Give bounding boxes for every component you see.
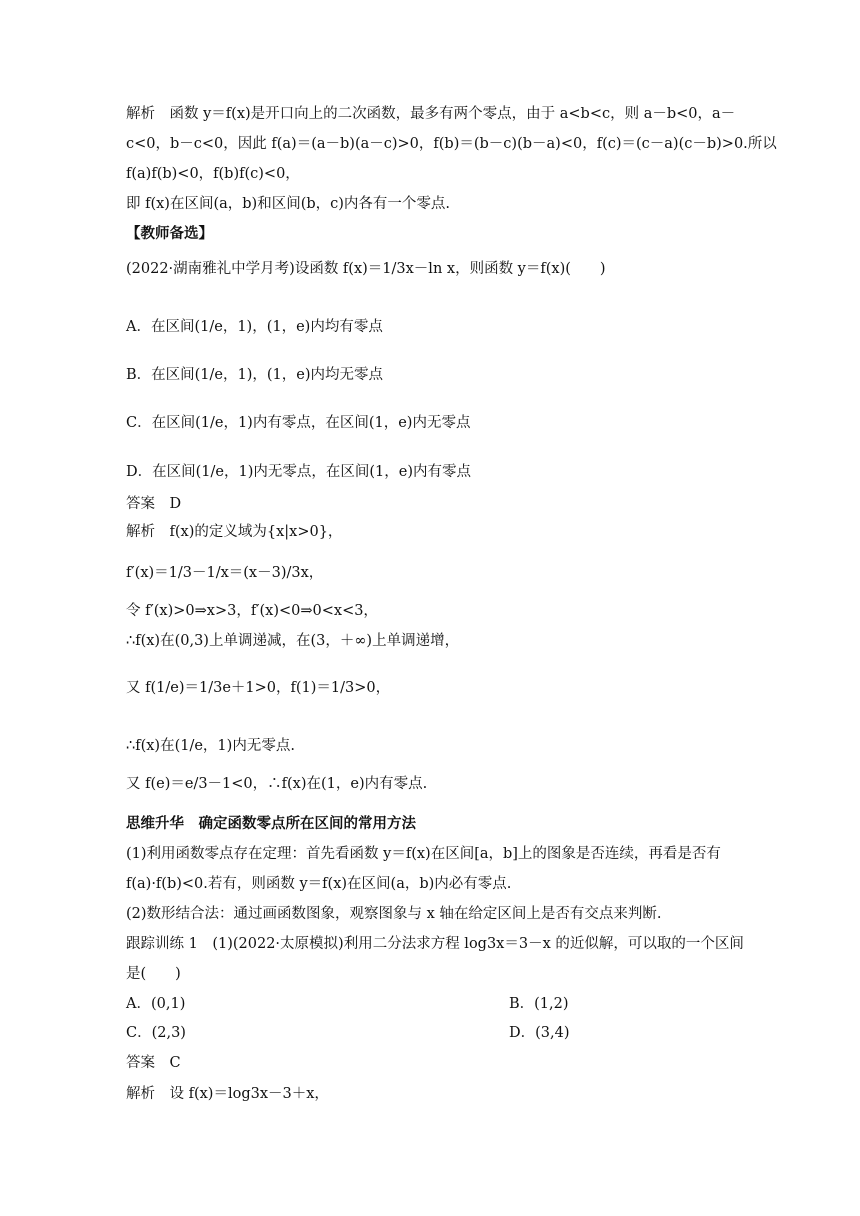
section-heading-teacher: 【教师备选】: [126, 226, 213, 242]
solution-line-4: ∴f(x)在(0,3)上单调递减，在(3，＋∞)上单调递增，: [126, 633, 460, 649]
answer-line: 答案 D: [126, 496, 182, 512]
exercise-stem-cont: 是( ): [126, 966, 181, 982]
exercise-options-row-1: [126, 993, 740, 1015]
exercise-option-c[interactable]: C．(2,3): [126, 1025, 186, 1041]
option-d[interactable]: D．在区间(1/e，1)内无零点，在区间(1，e)内有零点: [126, 464, 471, 480]
option-b[interactable]: B．在区间(1/e，1)，(1，e)内均无零点: [126, 367, 384, 383]
option-c[interactable]: C．在区间(1/e，1)内有零点，在区间(1，e)内无零点: [126, 415, 471, 431]
analysis-line-4: 即 f(x)在区间(a，b)和区间(b，c)内各有一个零点.: [126, 196, 451, 212]
solution-line-7: 又 f(e)＝e/3－1<0，∴f(x)在(1，e)内有零点.: [126, 776, 428, 792]
analysis-line-2: c<0，b－c<0，因此 f(a)＝(a－b)(a－c)>0，f(b)＝(b－c)(b－a)<0，f(c)＝(c－a)(c－b)>0.所以: [126, 136, 777, 152]
exercise-option-d[interactable]: D．(3,4): [509, 1025, 570, 1041]
exercise-stem: 跟踪训练 1 (1)(2022·太原模拟)利用二分法求方程 log3x＝3－x 的近似解，可以取的一个区间: [126, 936, 744, 952]
solution-line-6: ∴f(x)在(1/e，1)内无零点.: [126, 738, 295, 754]
exercise-answer: 答案 C: [126, 1055, 181, 1071]
solution-line-1: 解析 f(x)的定义域为{x|x>0}，: [126, 524, 343, 540]
summary-item-1-cont: f(a)·f(b)<0.若有，则函数 y＝f(x)在区间(a，b)内必有零点.: [126, 876, 512, 892]
exercise-solution: 解析 设 f(x)＝log3x－3＋x，: [126, 1086, 329, 1102]
solution-line-2: f′(x)＝1/3－1/x＝(x－3)/3x，: [126, 565, 324, 581]
analysis-line-3: f(a)f(b)<0，f(b)f(c)<0，: [126, 166, 300, 182]
summary-item-2: (2)数形结合法：通过画函数图象，观察图象与 x 轴在给定区间上是否有交点来判断.: [126, 906, 662, 922]
exercise-options-row-2: [126, 1022, 740, 1044]
solution-line-5: 又 f(1/e)＝1/3e＋1>0，f(1)＝1/3>0，: [126, 680, 391, 696]
exercise-option-a[interactable]: A．(0,1): [126, 996, 186, 1012]
analysis-line-1: 解析 函数 y＝f(x)是开口向上的二次函数，最多有两个零点，由于 a<b<c，则 a－b<0，a－: [126, 106, 736, 122]
exercise-option-b[interactable]: B．(1,2): [509, 996, 569, 1012]
solution-line-3: 令 f′(x)>0⇒x>3，f′(x)<0⇒0<x<3，: [126, 603, 378, 619]
summary-item-1: (1)利用函数零点存在定理：首先看函数 y＝f(x)在区间[a，b]上的图象是否连续，再看是否有: [126, 846, 721, 862]
option-a[interactable]: A．在区间(1/e，1)，(1，e)内均有零点: [126, 319, 383, 335]
summary-heading: 思维升华 确定函数零点所在区间的常用方法: [126, 816, 416, 832]
question-stem: (2022·湖南雅礼中学月考)设函数 f(x)＝1/3x－ln x，则函数 y＝f(x)( ): [126, 261, 606, 277]
